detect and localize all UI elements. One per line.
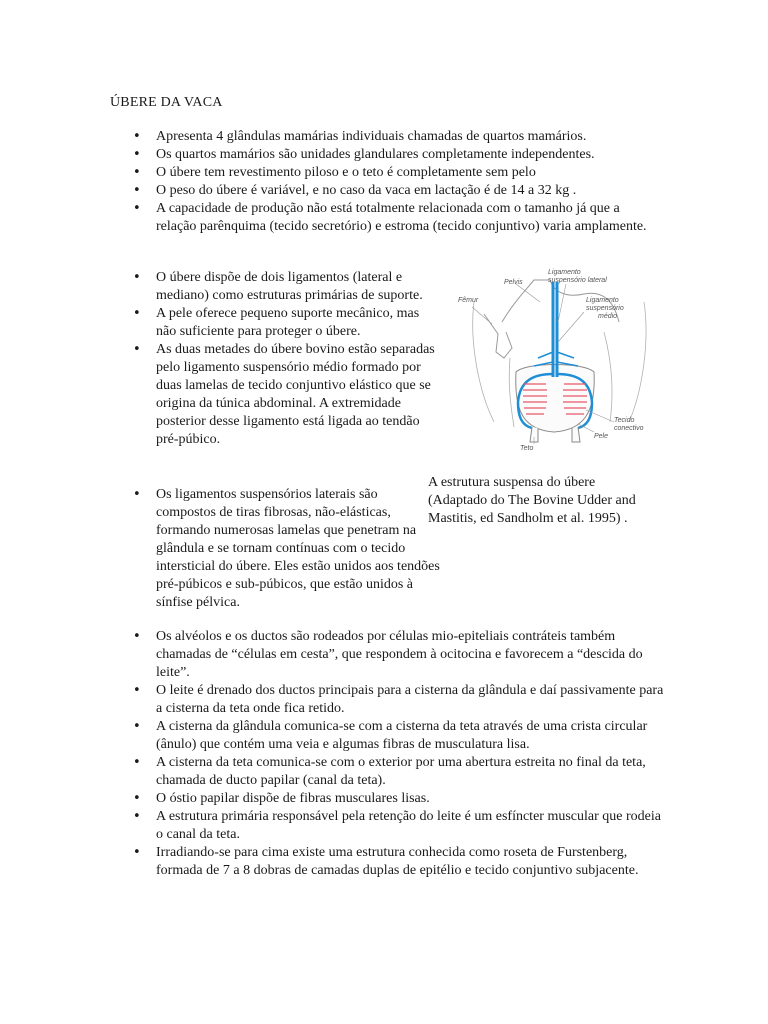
alveoli-list [110, 628, 670, 880]
list-item: • A capacidade de produção não está totalmente relacionada com o tamanho já que a relação parênquima (tecido secretório) e estroma (tecido conjuntivo) varia amplamente. [110, 200, 660, 236]
udder-diagram [454, 262, 664, 452]
intro-list [110, 128, 660, 236]
label-connective-1: Tecido [614, 417, 635, 424]
udder-skin [516, 365, 594, 433]
thigh-outline-right [629, 302, 646, 422]
list-item: • A cisterna da glândula comunica-se com a cisterna da teta através de uma crista circular (ânulo) que contém uma veia e algumas fibras de musculatura lisa. [110, 718, 670, 754]
lateral-ligament-list [110, 486, 440, 612]
list-item: • As duas metades do úbere bovino estão separadas pelo ligamento suspensório médio formado por duas lamelas de tecido conjuntivo elástico que se origina da túnica abdominal. A extremidade posterior desse ligamento está ligada ao tendão pré-púbico. [110, 341, 440, 449]
list-item: • Os alvéolos e os ductos são rodeados por células mio-epiteliais contráteis também chamadas de “células em cesta”, que respondem à ocitocina e favorecem a “descida do leite”. [110, 628, 670, 682]
label-skin: Pele [594, 433, 609, 440]
label-pelvis: Pelvis [504, 279, 523, 286]
label-median-ligament-2: suspensório [586, 305, 624, 312]
caption-line: (Adaptado do The Bovine Udder and [428, 493, 636, 508]
label-median-ligament-3: médio [598, 313, 618, 320]
list-item: • O leite é drenado dos ductos principais para a cisterna da glândula e daí passivamente para a cisterna da teta onde fica retido. [110, 682, 670, 718]
list-item: • Os quartos mamários são unidades glandulares completamente independentes. [110, 146, 660, 164]
label-lateral-ligament-2: suspensório lateral [548, 277, 607, 284]
caption-line: Mastitis, ed Sandholm et al. 1995) . [428, 511, 628, 526]
caption-line: A estrutura suspensa do úbere [428, 475, 596, 490]
list-item: • A pele oferece pequeno suporte mecânico, mas não suficiente para proteger o úbere. [110, 305, 440, 341]
label-connective-2: conectivo [614, 425, 644, 432]
leg-outline [509, 358, 514, 427]
list-item: • Apresenta 4 glândulas mamárias individuais chamadas de quartos mamários. [110, 128, 660, 146]
figure-caption [428, 474, 678, 528]
list-item: • A cisterna da teta comunica-se com o exterior por uma abertura estreita no final da teta, chamada de ducto papilar (canal da teta). [110, 754, 670, 790]
list-item: • Os ligamentos suspensórios laterais são compostos de tiras fibrosas, não-elásticas, formando numerosas lamelas que penetram na glândula e se tornam contínuas com o tecido intersticial do úbere. Eles estão unidos aos tendões pré-púbicos e sub-púbicos, que estão unidos à sínfise pélvica. [110, 486, 440, 612]
label-median-ligament-1: Ligamento [586, 297, 619, 304]
label-teat: Teto [520, 445, 534, 452]
median-ligament [553, 282, 557, 377]
thigh-outline [473, 302, 494, 422]
list-item: • A estrutura primária responsável pela retenção do leite é um esfíncter muscular que rodeia o canal da teta. [110, 808, 670, 844]
list-item: • O úbere dispõe de dois ligamentos (lateral e mediano) como estruturas primárias de suporte. [110, 269, 440, 305]
list-item: • O úbere tem revestimento piloso e o teto é completamente sem pelo [110, 164, 660, 182]
page-title: ÚBERE DA VACA [110, 95, 223, 110]
list-item: • O peso do úbere é variável, e no caso da vaca em lactação é de 14 a 32 kg . [110, 182, 660, 200]
teat-right [572, 427, 580, 442]
list-item: • Irradiando-se para cima existe uma estrutura conhecida como roseta de Furstenberg, formada de 7 a 8 dobras de camadas duplas de epitélio e tecido conjuntivo subjacente. [110, 844, 670, 880]
label-femur: Fêmur [458, 297, 479, 304]
leg-outline-right [604, 332, 612, 422]
label-lateral-ligament-1: Ligamento [548, 269, 581, 276]
list-item: • O óstio papilar dispõe de fibras musculares lisas. [110, 790, 670, 808]
ligament-list [110, 269, 440, 449]
